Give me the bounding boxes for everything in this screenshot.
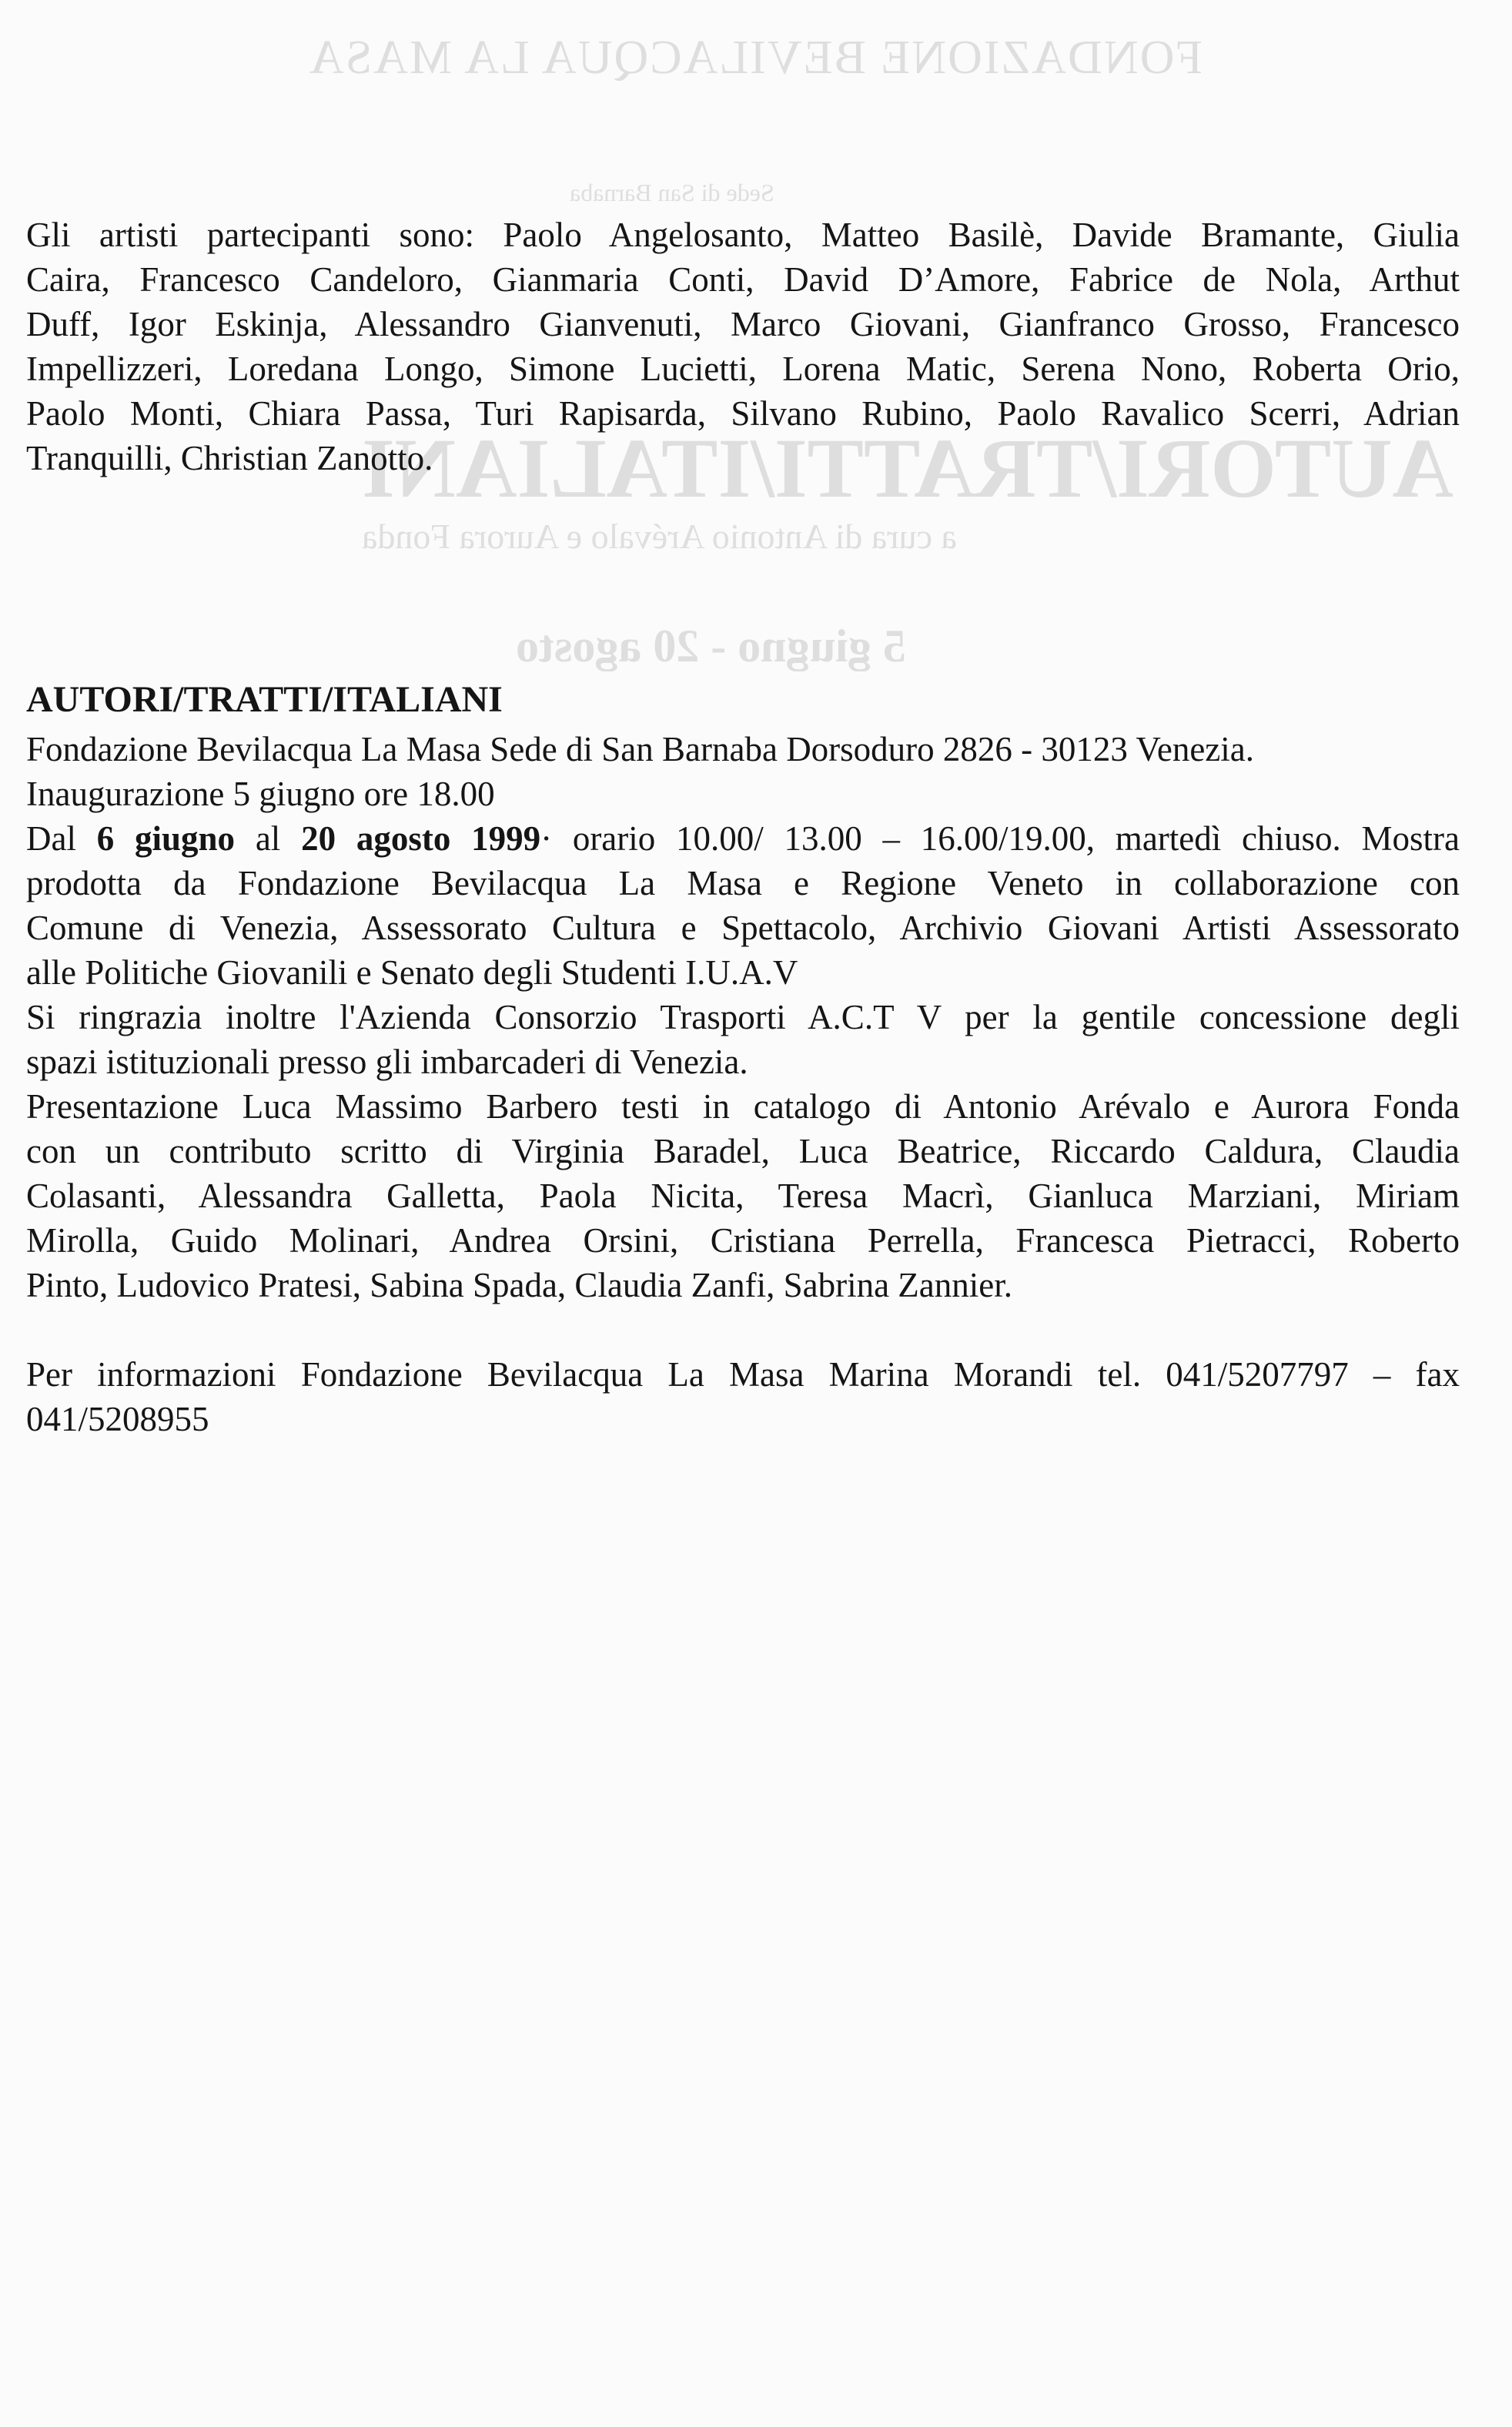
text-line: Duff, Igor Eskinja, Alessandro Gianvenuti, Marco Giovani, Gianfranco Grosso, Francesco <box>26 305 1460 343</box>
bleed-through-sede: Sede di San Barnaba <box>570 179 774 206</box>
text-line: Impellizzeri, Loredana Longo, Simone Lucietti, Lorena Matic, Serena Nono, Roberta Orio, <box>26 350 1460 388</box>
start-date: 6 giugno <box>96 819 236 858</box>
text-line: spazi istituzionali presso gli imbarcaderi di Venezia. <box>26 1043 748 1081</box>
text-line: Presentazione Luca Massimo Barbero testi in catalogo di Antonio Arévalo e Aurora Fonda <box>26 1087 1460 1126</box>
contact-line: Per informazioni Fondazione Bevilacqua La Masa Marina Morandi tel. 041/5207797 – fax <box>26 1355 1460 1394</box>
end-date: 20 agosto 1999 <box>301 819 541 858</box>
dates-mid: al <box>235 819 302 858</box>
bleed-through-curators: a cura di Antonio Arévalo e Aurora Fonda <box>362 517 957 556</box>
opening-hours: · orario 10.00/ 13.00 – 16.00/19.00, martedì chiuso. Mostra <box>540 819 1460 858</box>
bleed-through-header: FONDAZIONE BEVILACQUA LA MASA <box>308 32 1203 84</box>
text-line: Colasanti, Alessandra Galletta, Paola Nicita, Teresa Macrì, Gianluca Marziani, Miriam <box>26 1177 1460 1215</box>
exhibition-title: AUTORI/TRATTI/ITALIANI <box>26 679 503 720</box>
address-line: Fondazione Bevilacqua La Masa Sede di San Barnaba Dorsoduro 2826 - 30123 Venezia. <box>26 730 1254 768</box>
text-line: Paolo Monti, Chiara Passa, Turi Rapisarda, Silvano Rubino, Paolo Ravalico Scerri, Adrian <box>26 394 1460 433</box>
bleed-through-title: AUTORI/TRATTI/ITALIANI <box>362 421 1454 515</box>
text-line: Pinto, Ludovico Pratesi, Sabina Spada, Claudia Zanfi, Sabrina Zannier. <box>26 1266 1012 1304</box>
text-line: alle Politiche Giovanili e Senato degli Studenti I.U.A.V <box>26 953 798 992</box>
text-line: Gli artisti partecipanti sono: Paolo Angelosanto, Matteo Basilè, Davide Bramante, Giulia <box>26 216 1460 254</box>
fax-line: 041/5208955 <box>26 1400 209 1438</box>
text-line: Comune di Venezia, Assessorato Cultura e Spettacolo, Archivio Giovani Artisti Assessorato <box>26 909 1460 947</box>
text-line: Mirolla, Guido Molinari, Andrea Orsini, Cristiana Perrella, Francesca Pietracci, Roberto <box>26 1221 1460 1260</box>
exhibition-info <box>26 678 1460 1441</box>
text-line: Caira, Francesco Candeloro, Gianmaria Conti, David D’Amore, Fabrice de Nola, Arthut <box>26 260 1460 299</box>
opening-line: Inaugurazione 5 giugno ore 18.00 <box>26 775 495 813</box>
dates-prefix: Dal <box>26 819 97 858</box>
dates-line <box>26 816 1460 861</box>
text-line: Tranquilli, Christian Zanotto. <box>26 439 433 477</box>
text-line: con un contributo scritto di Virginia Baradel, Luca Beatrice, Riccardo Caldura, Claudia <box>26 1132 1460 1170</box>
text-line: Si ringrazia inoltre l'Azienda Consorzio Trasporti A.C.T V per la gentile concessione degli <box>26 998 1460 1036</box>
bleed-through-dates: 5 giugno - 20 agosto <box>516 621 906 671</box>
artists-paragraph <box>26 213 1460 480</box>
text-line: prodotta da Fondazione Bevilacqua La Masa e Regione Veneto in collaborazione con <box>26 864 1460 902</box>
